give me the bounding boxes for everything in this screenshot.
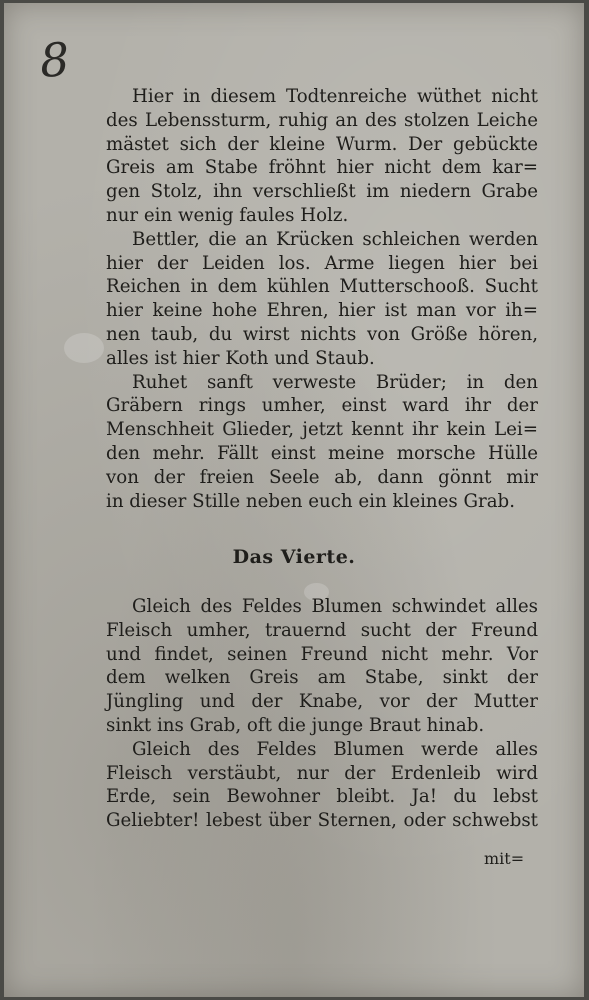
section-one-text xyxy=(106,85,538,513)
text-line: Menschheit Glieder, jetzt kennt ihr kein Lei= xyxy=(106,419,538,441)
text-line: Reichen in dem kühlen Mutterschooß. Sucht xyxy=(106,276,538,298)
section-two-text xyxy=(106,595,538,833)
text-line: Bettler, die an Krücken schleichen werden xyxy=(132,228,538,250)
text-line: Hier in diesem Todtenreiche wüthet nicht xyxy=(132,86,538,107)
text-line: mästet sich der kleine Wurm. Der gebückte xyxy=(106,133,538,155)
text-line: und findet, seinen Freund nicht mehr. Vor xyxy=(106,643,538,665)
text-line: gen Stolz, ihn verschließt im niedern Grabe xyxy=(106,181,538,203)
document-page xyxy=(4,3,584,997)
text-line: hier der Leiden los. Arme liegen hier bei xyxy=(106,252,538,274)
text-line: in dieser Stille neben euch ein kleines Grab. xyxy=(106,490,515,512)
text-line: Fleisch verstäubt, nur der Erdenleib wird xyxy=(106,762,538,784)
text-line: nur ein wenig faules Holz. xyxy=(106,204,349,226)
text-line: alles ist hier Koth und Staub. xyxy=(106,347,375,369)
text-line: Gräbern rings umher, einst ward ihr der xyxy=(106,395,538,417)
text-line: dem welken Greis am Stabe, sinkt der xyxy=(106,667,538,689)
paragraph xyxy=(106,738,538,833)
paper-stain xyxy=(64,333,104,363)
page-number: 8 xyxy=(38,32,72,88)
catchword: mit= xyxy=(484,849,525,868)
text-line: hier keine hohe Ehren, hier ist man vor ih= xyxy=(106,300,538,322)
text-line: Erde, sein Bewohner bleibt. Ja! du lebst xyxy=(106,786,538,808)
paragraph xyxy=(106,228,538,371)
text-line: Ruhet sanft verweste Brüder; in den xyxy=(132,371,538,393)
paragraph xyxy=(106,595,538,738)
text-line: nen taub, du wirst nichts von Größe hören, xyxy=(106,323,538,345)
text-line: Gleich des Feldes Blumen schwindet alles xyxy=(132,596,538,617)
text-line: des Lebenssturm, ruhig an des stolzen Leiche xyxy=(106,109,538,131)
text-line: Gleich des Feldes Blumen werde alles xyxy=(132,738,538,760)
text-line: Greis am Stabe fröhnt hier nicht dem kar= xyxy=(106,157,538,179)
text-line: den mehr. Fällt einst meine morsche Hülle xyxy=(106,442,538,464)
text-line: Jüngling und der Knabe, vor der Mutter xyxy=(106,691,538,713)
text-line: Fleisch umher, trauernd sucht der Freund xyxy=(106,619,538,641)
text-line: von der freien Seele ab, dann gönnt mir xyxy=(106,466,538,488)
text-line: Geliebter! lebest über Sternen, oder schwebst xyxy=(106,810,538,832)
paragraph xyxy=(106,85,538,228)
section-heading: Das Vierte. xyxy=(232,546,356,568)
text-line: sinkt ins Grab, oft die junge Braut hinab. xyxy=(106,714,485,736)
paragraph xyxy=(106,371,538,514)
